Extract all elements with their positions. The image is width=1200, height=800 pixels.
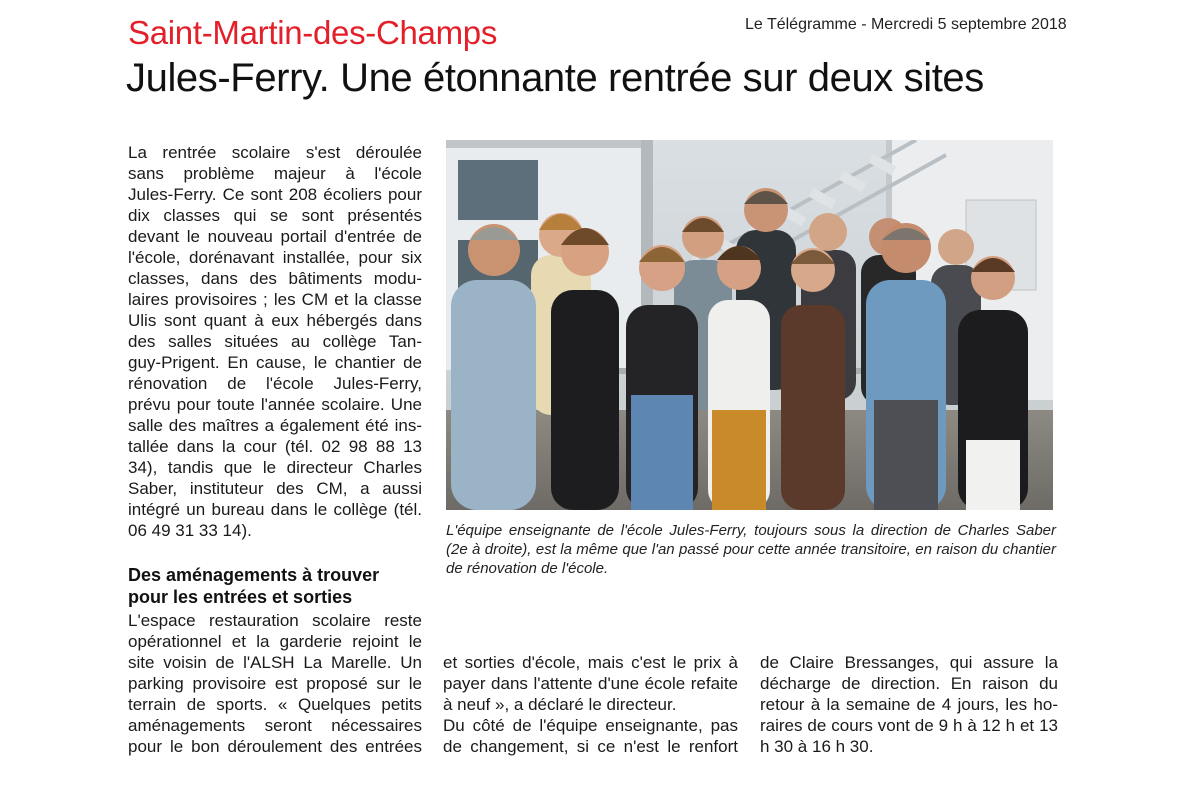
text-line: parking provisoire est proposé sur le (128, 674, 422, 693)
text-line: payer dans l'attente d'une école refaite (443, 674, 738, 693)
section-kicker: Saint-Martin-des-Champs (128, 14, 498, 51)
text-line: raires de cours vont de 9 h à 12 h et 13 (760, 716, 1058, 735)
text-line: rénovation de l'école Jules-Ferry, (128, 374, 422, 393)
subheading-line: Des aménagements à trouver (128, 565, 380, 585)
text-line: et sorties d'école, mais c'est le prix à (443, 653, 738, 672)
subheading-line: pour les entrées et sorties (128, 587, 353, 607)
text-line: aménagements seront nécessaires (128, 716, 422, 735)
text-line: site voisin de l'ALSH La Marelle. Un (128, 653, 422, 672)
team-photo (446, 140, 1053, 510)
photo-caption (446, 521, 1056, 578)
text-line: Saber, instituteur des CM, a aussi (128, 479, 422, 498)
text-line: terrain de sports. « Quelques petits (128, 695, 422, 714)
caption-line: L'équipe enseignante de l'école Jules-Ferry, toujours sous la direction de Charles Saber (446, 522, 1056, 539)
text-line: pour le bon déroulement des entrées (128, 737, 422, 756)
text-line: classes, dans des bâtiments modu- (128, 269, 422, 288)
text-line: h 30 à 16 h 30. (760, 737, 874, 756)
text-line: opérationnel et la garderie rejoint le (128, 632, 422, 651)
text-line: 34), tandis que le directeur Charles (128, 458, 422, 477)
article-subheading (128, 564, 428, 608)
text-line: prévu pour toute l'année scolaire. Une (128, 395, 422, 414)
text-line: l'école, dorénavant installée, pour six (128, 248, 422, 267)
text-line: décharge de direction. En raison du (760, 674, 1058, 693)
text-line: des salles situées au collège Tan- (128, 332, 422, 351)
text-line: La rentrée scolaire s'est déroulée (128, 143, 422, 162)
caption-line: de rénovation de l'école. (446, 560, 609, 577)
text-line: à neuf », a déclaré le directeur. (443, 695, 677, 714)
text-line: devant le nouveau portail d'entrée de (128, 227, 422, 246)
text-line: Du côté de l'équipe enseignante, pas (443, 716, 738, 735)
text-line: guy-Prigent. En cause, le chantier de (128, 353, 422, 372)
text-line: salle des maîtres a également été ins- (128, 416, 422, 435)
text-line: retour à la semaine de 4 jours, les ho- (760, 695, 1058, 714)
article-paragraph-2 (128, 610, 422, 757)
text-line: de Claire Bressanges, qui assure la (760, 653, 1058, 672)
text-line: L'espace restauration scolaire reste (128, 611, 422, 630)
team-photo-illustration (446, 140, 1053, 510)
text-line: sans problème majeur à l'école (128, 164, 422, 183)
text-line: laires provisoires ; les CM et la classe (128, 290, 422, 309)
text-line: Ulis sont quant à eux hébergés dans (128, 311, 422, 330)
publication-dateline: Le Télégramme - Mercredi 5 septembre 2018 (745, 16, 1067, 33)
article-paragraph-1 (128, 142, 422, 541)
text-line: 06 49 31 33 14). (128, 521, 252, 540)
text-line: intégré un bureau dans le collège (tél. (128, 500, 422, 519)
caption-line: (2e à droite), est la même que l'an passé pour cette année transitoire, en raison du chantier (446, 541, 1056, 558)
article-column-3 (760, 652, 1058, 757)
text-line: dix classes qui se sont présentés (128, 206, 422, 225)
article-column-2 (443, 652, 738, 757)
text-line: de changement, si ce n'est le renfort (443, 737, 738, 756)
text-line: Jules-Ferry. Ce sont 208 écoliers pour (128, 185, 422, 204)
text-line: tallée dans la cour (tél. 02 98 88 13 (128, 437, 422, 456)
article-headline: Jules-Ferry. Une étonnante rentrée sur deux sites (126, 56, 984, 100)
